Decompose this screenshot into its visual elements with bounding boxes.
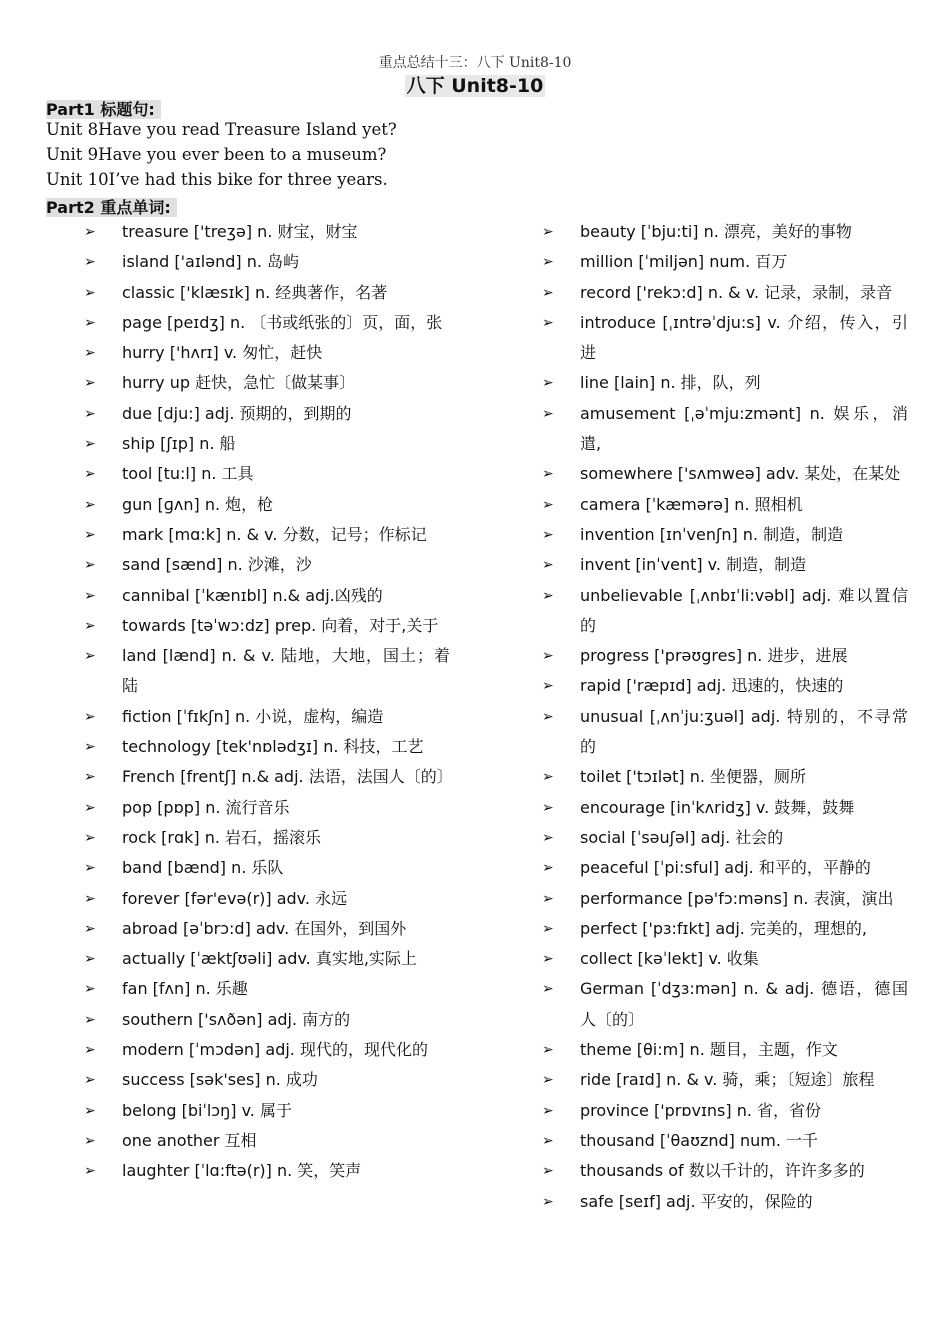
arrowhead-bullet-icon: ➢ [84,587,96,604]
vocab-item-text: performance [pə'fɔ:məns] n. 表演，演出 [580,888,894,908]
vocab-item-text: land [lænd] n. & v. 陆地，大地，国土；着陆 [122,646,450,696]
vocab-item-text: belong [biˈlɔŋ] v. 属于 [122,1100,292,1120]
vocab-item-text: ship [ʃɪp] n. 船 [122,434,236,454]
vocab-item-text: camera [ˈkæmərə] n. 照相机 [580,494,803,514]
vocab-item-text: toilet ['tɔɪlət] n. 坐便器，厕所 [580,767,807,787]
arrowhead-bullet-icon: ➢ [542,1163,554,1180]
vocab-item [542,1187,908,1217]
arrowhead-bullet-icon: ➢ [542,860,554,877]
vocab-item [542,641,908,671]
vocab-item-text: thousand [ˈθaʊznd] num. 一千 [580,1130,819,1150]
vocab-column-left [84,217,453,1187]
vocab-item [84,550,450,580]
vocab-item [84,793,450,823]
vocab-item [84,884,450,914]
vocab-item-text: safe [seɪf] adj. 平安的，保险的 [580,1191,813,1211]
arrowhead-bullet-icon: ➢ [542,1193,554,1210]
vocab-item [542,399,908,460]
arrowhead-bullet-icon: ➢ [84,224,96,240]
vocab-item [84,399,450,429]
arrowhead-bullet-icon: ➢ [84,254,96,271]
arrowhead-bullet-icon: ➢ [84,1042,96,1059]
arrowhead-bullet-icon: ➢ [542,890,554,907]
part1-heading: Part1 标题句: [46,97,161,120]
vocab-item-text: social [ˈsəuʃəl] adj. 社会的 [580,827,784,847]
vocab-item [542,702,908,763]
arrowhead-bullet-icon: ➢ [542,1102,554,1119]
vocab-item [542,490,908,520]
vocab-item [542,914,908,944]
vocab-item [84,974,450,1004]
vocab-item [542,459,908,489]
arrowhead-bullet-icon: ➢ [542,375,554,392]
vocab-item [84,944,450,974]
vocab-item [84,520,450,550]
vocab-item-text: rock [rɑk] n. 岩石，摇滚乐 [122,827,322,847]
vocab-item-text: due [dju:] adj. 预期的，到期的 [122,403,352,423]
vocab-item-text: peaceful [ˈpi:sful] adj. 和平的，平静的 [580,858,871,878]
vocab-item-text: actually [ˈæktʃʊəli] adv. 真实地,实际上 [122,949,417,969]
arrowhead-bullet-icon: ➢ [84,769,96,786]
vocab-item-text: unbelievable [ˌʌnbɪˈli:vəbl] adj. 难以置信的 [580,585,908,635]
vocab-item [84,247,450,277]
arrowhead-bullet-icon: ➢ [542,1042,554,1059]
arrowhead-bullet-icon: ➢ [84,951,96,968]
vocab-item-text: unusual [ˌʌnˈju:ʒuəl] adj. 特别的，不寻常的 [580,706,908,757]
vocab-item [84,1156,450,1186]
vocab-item [542,974,908,1035]
arrowhead-bullet-icon: ➢ [84,829,96,846]
vocab-item [84,338,450,368]
arrowhead-bullet-icon: ➢ [542,557,554,574]
vocab-item [542,278,908,308]
arrowhead-bullet-icon: ➢ [542,981,554,998]
vocab-item [84,490,450,520]
arrowhead-bullet-icon: ➢ [84,557,96,574]
arrowhead-bullet-icon: ➢ [542,466,554,483]
vocab-item [84,641,450,702]
vocab-item [84,278,450,308]
vocab-item-text: abroad [əˈbrɔ:d] adv. 在国外，到国外 [122,918,407,938]
arrowhead-bullet-icon: ➢ [542,769,554,786]
title-sentence: Unit 8Have you read Treasure Island yet? [46,120,397,139]
vocab-item [84,429,450,459]
arrowhead-bullet-icon: ➢ [84,314,96,331]
vocab-item-text: record ['rekɔ:d] n. & v. 记录，录制，录音 [580,282,893,302]
vocab-item-text: progress ['prəʊgres] n. 进步，进展 [580,646,848,666]
vocab-item-text: line [lain] n. 排，队，列 [580,373,761,393]
vocab-item-text: sand [sænd] n. 沙滩，沙 [122,555,312,575]
vocab-item [84,368,450,398]
arrowhead-bullet-icon: ➢ [84,496,96,513]
vocab-item-text: perfect ['pɜ:fɪkt] adj. 完美的，理想的, [580,918,868,938]
vocab-item-text: theme [θi:m] n. 题目，主题，作文 [580,1040,838,1060]
vocab-item [542,247,908,277]
vocab-item [84,308,450,338]
vocab-item [542,1096,908,1126]
arrowhead-bullet-icon: ➢ [542,678,554,695]
vocab-item-text: classic ['klæsɪk] n. 经典著作，名著 [122,282,388,302]
vocab-column-right [542,217,908,1217]
vocab-item [84,762,453,792]
vocab-item [84,1005,450,1035]
part2-heading: Part2 重点单词: [46,195,177,218]
arrowhead-bullet-icon: ➢ [84,1011,96,1028]
vocab-item-text: German [ˈdʒɜ:mən] n. & adj. 德语，德国人〔的〕 [580,979,908,1029]
arrowhead-bullet-icon: ➢ [84,981,96,998]
vocab-item-text: hurry ['hʌrɪ] v. 匆忙，赶快 [122,343,323,363]
arrowhead-bullet-icon: ➢ [542,526,554,543]
vocab-item-text: one another 互相 [122,1130,257,1150]
arrowhead-bullet-icon: ➢ [542,648,554,665]
vocab-item-text: hurry up 赶快，急忙〔做某事〕 [122,373,356,393]
arrowhead-bullet-icon: ➢ [84,920,96,937]
arrowhead-bullet-icon: ➢ [84,1163,96,1180]
vocab-item-text: beauty [ˈbju:ti] n. 漂亮，美好的事物 [580,222,852,241]
vocab-item-text: forever [fər'evə(r)] adv. 永远 [122,888,348,908]
vocab-item-text: thousands of 数以千计的，许许多多的 [580,1161,865,1181]
arrowhead-bullet-icon: ➢ [84,739,96,756]
vocab-item [542,853,908,883]
vocab-item [84,853,450,883]
vocab-item-text: somewhere ['sʌmweə] adv. 某处，在某处 [580,464,901,484]
arrowhead-bullet-icon: ➢ [542,951,554,968]
vocab-item-text: amusement [ˌəˈmju:zmənt] n. 娱乐，消遣, [580,403,908,454]
arrowhead-bullet-icon: ➢ [84,799,96,816]
vocab-item [542,550,908,580]
vocab-item [542,1035,908,1065]
vocab-item-text: pop [pɒp] n. 流行音乐 [122,797,290,817]
vocab-item [84,611,450,641]
arrowhead-bullet-icon: ➢ [542,496,554,513]
arrowhead-bullet-icon: ➢ [542,224,554,240]
vocab-item [542,217,908,247]
arrowhead-bullet-icon: ➢ [84,436,96,453]
vocab-item-text: million [ˈmiljən] num. 百万 [580,252,788,272]
arrowhead-bullet-icon: ➢ [84,1072,96,1089]
vocab-item [542,581,908,642]
arrowhead-bullet-icon: ➢ [542,587,554,604]
vocab-item-text: fiction [ˈfɪkʃn] n. 小说，虚构，编造 [122,706,384,726]
arrowhead-bullet-icon: ➢ [84,890,96,907]
vocab-item-text: technology [tek'nɒlədʒɪ] n. 科技，工艺 [122,737,424,757]
arrowhead-bullet-icon: ➢ [542,1072,554,1089]
vocab-item-text: gun [ɡʌn] n. 炮，枪 [122,494,274,514]
arrowhead-bullet-icon: ➢ [84,345,96,362]
vocab-item-text: success [sək'ses] n. 成功 [122,1070,318,1090]
vocab-item-text: French [frentʃ] n.& adj. 法语，法国人〔的〕 [122,767,453,787]
vocab-item [542,793,908,823]
vocab-item [542,1065,908,1095]
vocab-item [84,1065,450,1095]
vocab-item [542,671,908,701]
vocab-item [84,459,450,489]
arrowhead-bullet-icon: ➢ [542,829,554,846]
arrowhead-bullet-icon: ➢ [84,617,96,634]
arrowhead-bullet-icon: ➢ [84,860,96,877]
arrowhead-bullet-icon: ➢ [84,708,96,725]
vocab-item-text: laughter [ˈlɑ:ftə(r)] n. 笑，笑声 [122,1161,362,1181]
vocab-item-text: band [bænd] n. 乐队 [122,858,284,878]
vocab-item-text: encourage [inˈkʌridʒ] v. 鼓舞，鼓舞 [580,797,855,817]
arrowhead-bullet-icon: ➢ [84,648,96,665]
vocab-item [84,1096,450,1126]
vocab-item [84,217,450,247]
title-sentence: Unit 9Have you ever been to a museum? [46,145,387,164]
vocab-item-text: southern ['sʌðən] adj. 南方的 [122,1009,351,1029]
vocab-item-text: towards [təˈwɔ:dz] prep. 向着，对于,关于 [122,615,439,635]
arrowhead-bullet-icon: ➢ [542,405,554,422]
vocab-item [542,308,908,369]
vocab-item [84,1035,450,1065]
vocab-item [84,702,450,732]
vocab-item [542,520,908,550]
vocab-item-text: ride [raɪd] n. & v. 骑，乘；〔短途〕旅程 [580,1070,875,1090]
arrowhead-bullet-icon: ➢ [84,405,96,422]
arrowhead-bullet-icon: ➢ [542,920,554,937]
arrowhead-bullet-icon: ➢ [542,314,554,331]
arrowhead-bullet-icon: ➢ [542,708,554,725]
arrowhead-bullet-icon: ➢ [84,284,96,301]
vocab-item-text: modern [ˈmɔdən] adj. 现代的，现代化的 [122,1040,428,1060]
vocab-item-text: rapid ['ræpɪd] adj. 迅速的，快速的 [580,676,844,696]
vocab-item-text: collect [kəˈlekt] v. 收集 [580,949,759,969]
vocab-item-text: introduce [ˌɪntrəˈdju:s] v. 介绍，传入，引进 [580,312,908,363]
vocab-item-text: tool [tu:l] n. 工具 [122,464,254,484]
vocab-item [84,914,450,944]
arrowhead-bullet-icon: ➢ [84,1102,96,1119]
vocab-item [542,823,908,853]
arrowhead-bullet-icon: ➢ [84,375,96,392]
vocab-item-text: province ['prɒvɪns] n. 省，省份 [580,1100,822,1120]
arrowhead-bullet-icon: ➢ [542,1132,554,1149]
arrowhead-bullet-icon: ➢ [542,799,554,816]
vocab-item [542,1126,908,1156]
vocab-item-text: cannibal [ˈkænɪbl] n.& adj.凶残的 [122,585,383,605]
vocab-item [542,762,908,792]
arrowhead-bullet-icon: ➢ [542,254,554,271]
vocab-item-text: invention [ɪnˈvenʃn] n. 制造，制造 [580,524,844,544]
vocab-item-text: mark [mɑ:k] n. & v. 分数，记号；作标记 [122,524,427,544]
arrowhead-bullet-icon: ➢ [84,1132,96,1149]
arrowhead-bullet-icon: ➢ [84,526,96,543]
vocab-item [84,1126,450,1156]
vocab-item-text: island ['aɪlənd] n. 岛屿 [122,252,300,272]
vocab-item [84,732,450,762]
document-title-text: 八下 Unit8-10 [406,75,544,97]
vocab-item [542,368,908,398]
document-title [0,71,950,98]
vocab-item-text: fan [fʌn] n. 乐趣 [122,979,248,999]
vocab-item [84,581,450,611]
vocab-item [84,823,450,853]
vocab-item [542,944,908,974]
title-sentence: Unit 10I’ve had this bike for three years. [46,170,388,189]
vocab-item-text: treasure ['treʒə] n. 财宝，财宝 [122,222,358,241]
vocab-item-text: invent [inˈvent] v. 制造，制造 [580,555,807,575]
arrowhead-bullet-icon: ➢ [542,284,554,301]
vocab-item [542,1156,908,1186]
page-header: 重点总结十三：八下 Unit8-10 [378,55,572,71]
vocab-item [542,884,908,914]
arrowhead-bullet-icon: ➢ [84,466,96,483]
vocab-item-text: page [peɪdʒ] n. 〔书或纸张的〕页，面，张 [122,312,443,332]
